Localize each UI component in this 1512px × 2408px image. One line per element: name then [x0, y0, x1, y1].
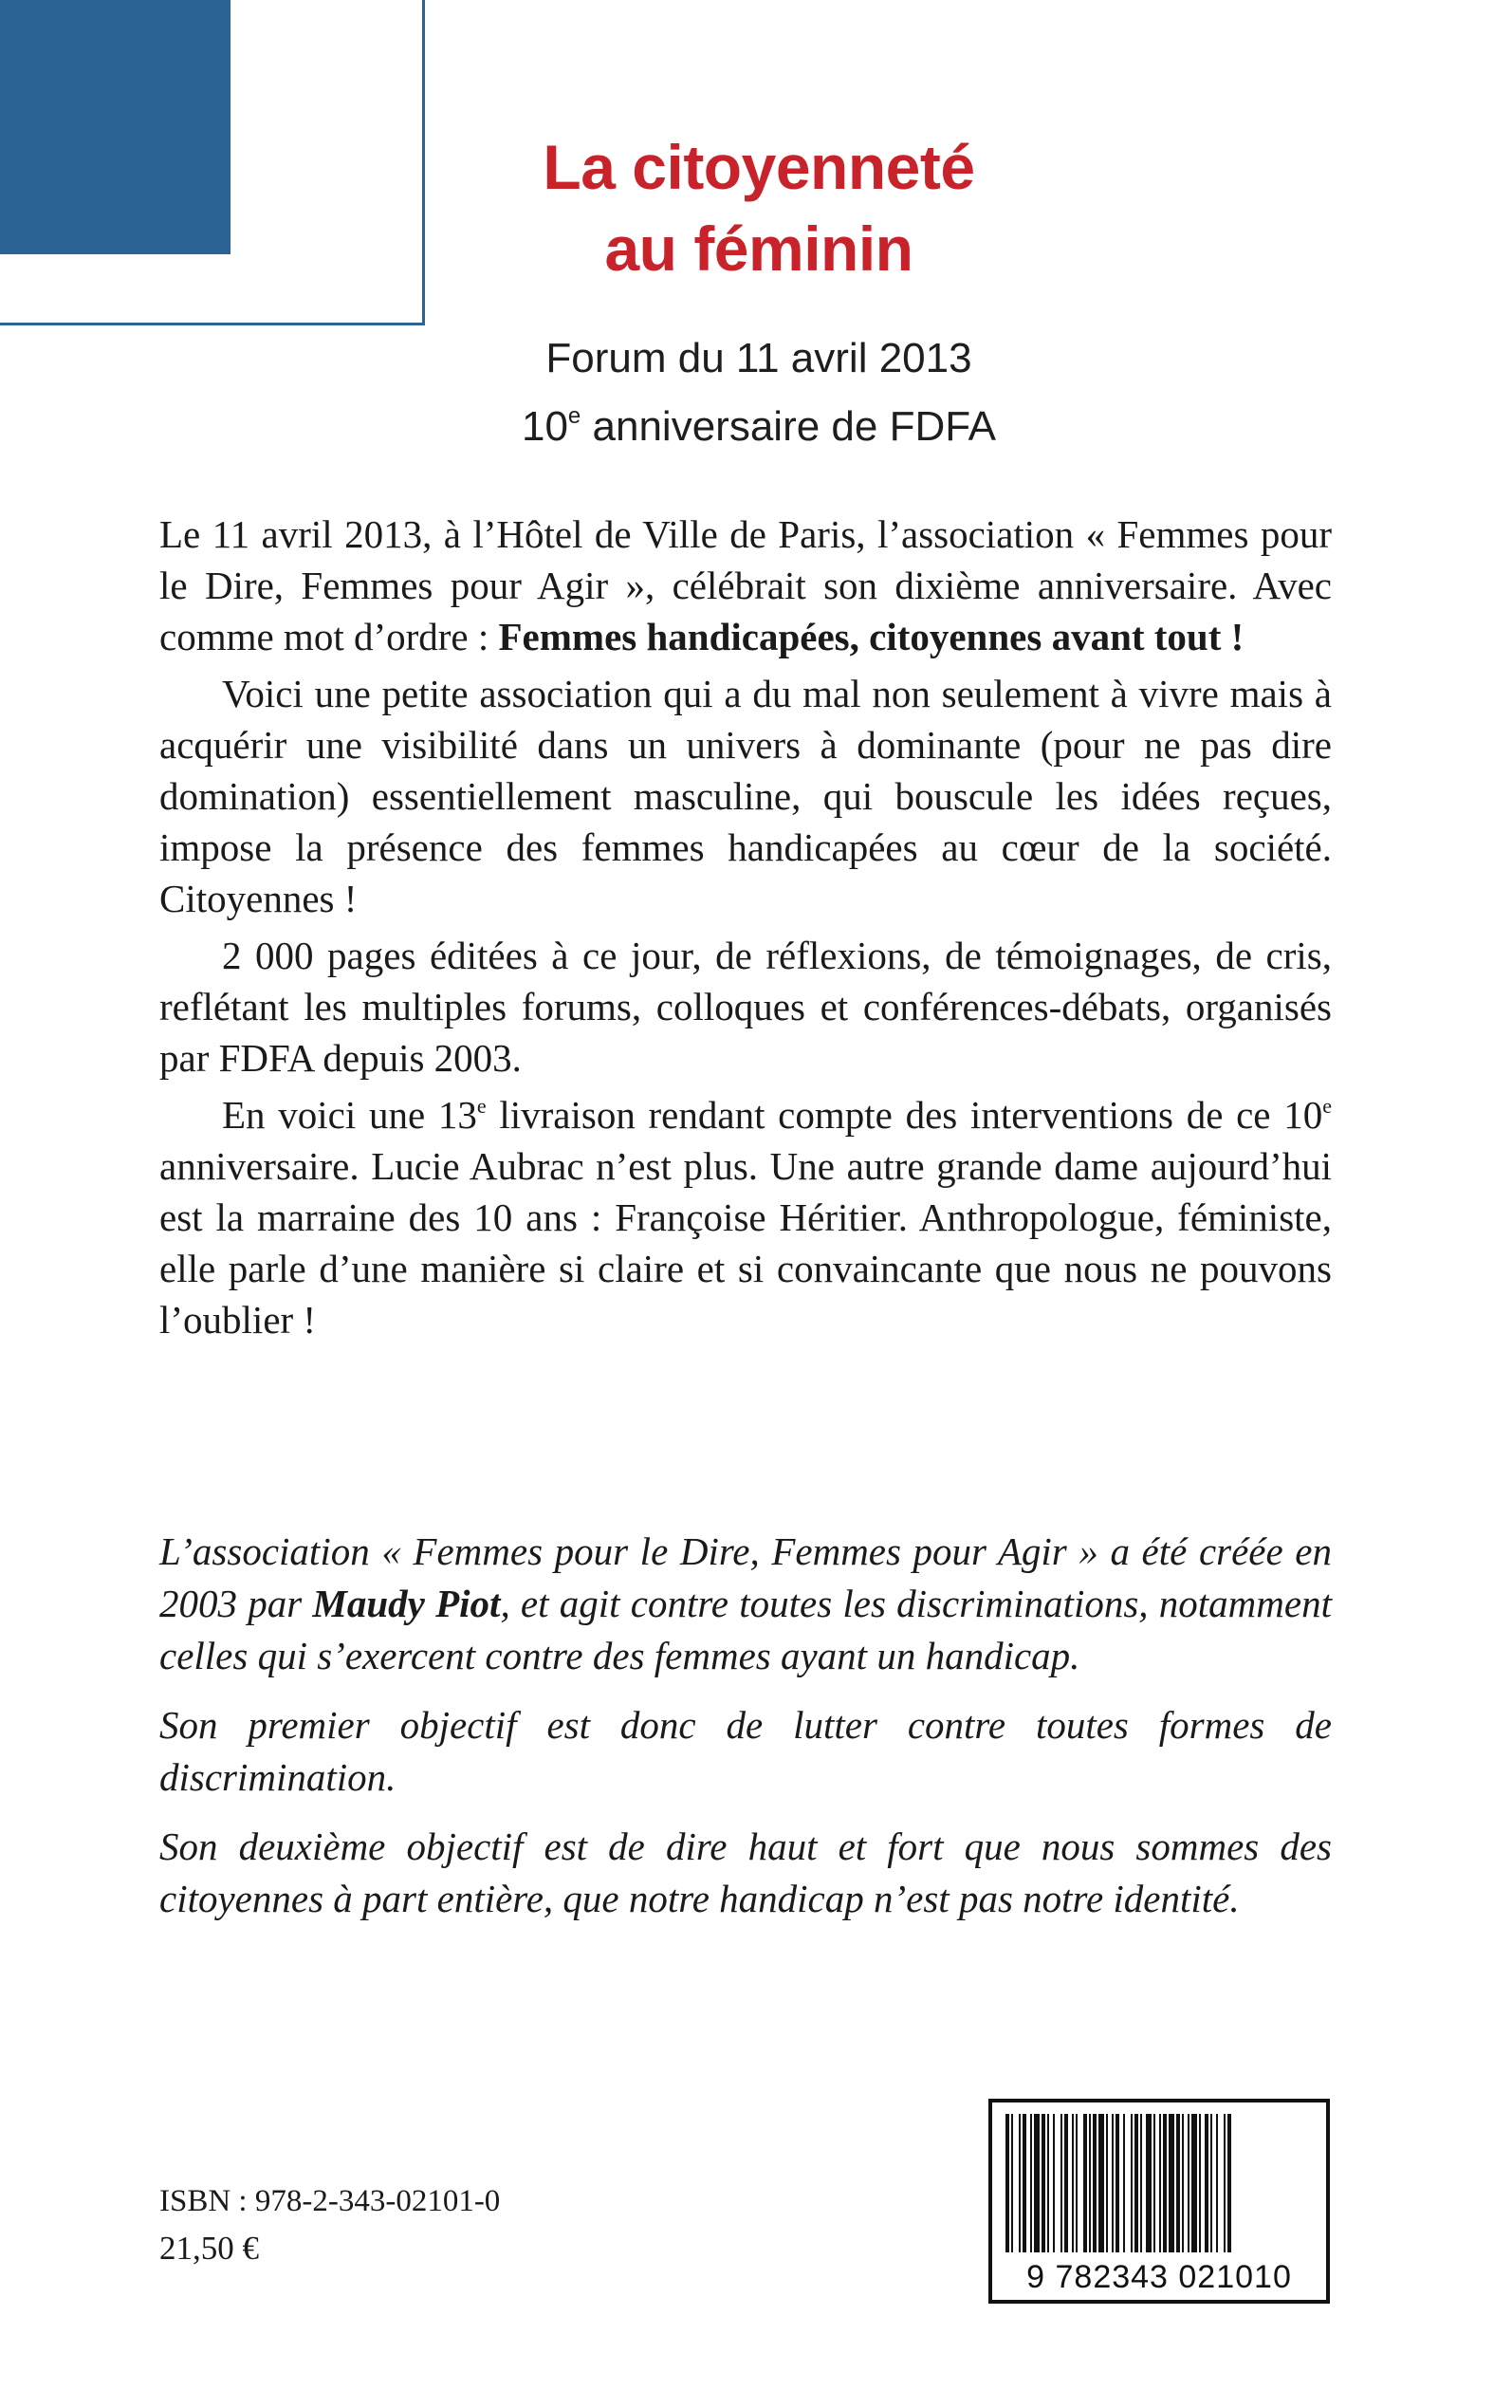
barcode-bar	[1199, 2114, 1201, 2252]
association-paragraph-2: Son premier objectif est donc de lutter contre toutes formes de discrimination.	[159, 1703, 1332, 1799]
barcode-bar	[1112, 2114, 1114, 2252]
association-presentation	[159, 1526, 1332, 1942]
barcode-bar	[1019, 2114, 1021, 2252]
barcode-bar	[1176, 2114, 1180, 2252]
blue-corner-block	[0, 0, 230, 254]
barcode-bar	[1060, 2114, 1062, 2252]
subtitle-anniversary: 10e anniversaire de FDFA	[521, 403, 997, 450]
barcode-bar	[1188, 2114, 1189, 2252]
description-body	[159, 509, 1332, 1351]
barcode-bar	[1146, 2114, 1152, 2252]
barcode-bar	[1053, 2114, 1055, 2252]
barcode-bar	[1191, 2114, 1197, 2252]
association-paragraph-3: Son deuxième objectif est de dire haut et fort que nous sommes des citoyennes à part entière, que notre handicap n’est pas notre identité.	[159, 1825, 1332, 1920]
barcode-bar	[1064, 2114, 1068, 2252]
barcode-digits: 9 782343 021010	[1026, 2259, 1292, 2295]
book-title-line-2: au féminin	[604, 213, 913, 284]
barcode-bar	[1169, 2114, 1174, 2252]
barcode-bar	[1123, 2114, 1125, 2252]
barcode-bar	[1216, 2114, 1218, 2252]
barcode-bar	[1131, 2114, 1133, 2252]
barcode-bar	[1182, 2114, 1184, 2252]
barcode-bar	[1093, 2114, 1097, 2252]
barcode	[988, 2099, 1330, 2304]
description-paragraph-1: Le 11 avril 2013, à l’Hôtel de Ville de Paris, l’association « Femmes pour le Dire, Femmes pour Agir », célébrait son dixième anniversaire. Avec comme mot d’ordre : Femmes handicapées, citoyennes avant tout !	[159, 512, 1332, 658]
book-title-line-1: La citoyenneté	[543, 132, 975, 202]
barcode-bar	[1011, 2114, 1013, 2252]
price: 21,50 €	[159, 2230, 259, 2267]
description-paragraph-2: Voici une petite association qui a du mal non seulement à vivre mais à acquérir une visibilité dans un univers à dominante (pour ne pas dire domination) essentiellement masculine, qui bouscule les idées reçues, impose la présence des femmes handicapées au cœur de la société. Citoyennes !	[159, 672, 1332, 920]
barcode-bar	[1106, 2114, 1108, 2252]
barcode-bar	[1005, 2114, 1009, 2252]
barcode-bar	[1224, 2114, 1226, 2252]
barcode-bar	[1140, 2114, 1142, 2252]
barcode-bar	[1083, 2114, 1087, 2252]
barcode-bar	[1034, 2114, 1040, 2252]
barcode-bar	[1163, 2114, 1167, 2252]
subtitle-forum-date: Forum du 11 avril 2013	[545, 335, 972, 381]
barcode-bar	[1023, 2114, 1026, 2252]
barcode-bar	[1210, 2114, 1212, 2252]
description-paragraph-3: 2 000 pages éditées à ce jour, de réflexions, de témoignages, de cris, reflétant les multiples forums, colloques et conférences-débats, organisés par FDFA depuis 2003.	[159, 934, 1332, 1080]
description-paragraph-4: En voici une 13e livraison rendant compte des interventions de ce 10e anniversaire. Lucie Aubrac n’est plus. Une autre grande dame aujourd’hui est la marraine des 10 ans : Françoise Héritier. Anthropologue, féministe, elle parle d’une manière si claire et si convaincante que nous ne pouvons l’oublier !	[159, 1093, 1332, 1342]
barcode-bar	[1134, 2114, 1138, 2252]
barcode-bar	[1076, 2114, 1078, 2252]
frame-line-horizontal	[0, 323, 425, 325]
association-paragraph-1: L’association « Femmes pour le Dire, Femmes pour Agir » a été créée en 2003 par Maudy Piot, et agit contre toutes les discriminations, notamment celles qui s’exercent contre des femmes ayant un handicap.	[159, 1529, 1332, 1677]
barcode-bar	[1159, 2114, 1161, 2252]
barcode-bar	[1227, 2114, 1231, 2252]
barcode-bar	[1116, 2114, 1119, 2252]
barcode-bar	[1042, 2114, 1045, 2252]
barcode-bar	[1153, 2114, 1155, 2252]
barcode-icon	[1005, 2114, 1313, 2252]
barcode-bar	[1089, 2114, 1091, 2252]
barcode-bar	[1098, 2114, 1104, 2252]
barcode-bar	[1030, 2114, 1032, 2252]
isbn-number: ISBN : 978-2-343-02101-0	[159, 2184, 501, 2218]
barcode-bar	[1047, 2114, 1049, 2252]
barcode-bar	[1205, 2114, 1208, 2252]
barcode-bar	[1072, 2114, 1074, 2252]
